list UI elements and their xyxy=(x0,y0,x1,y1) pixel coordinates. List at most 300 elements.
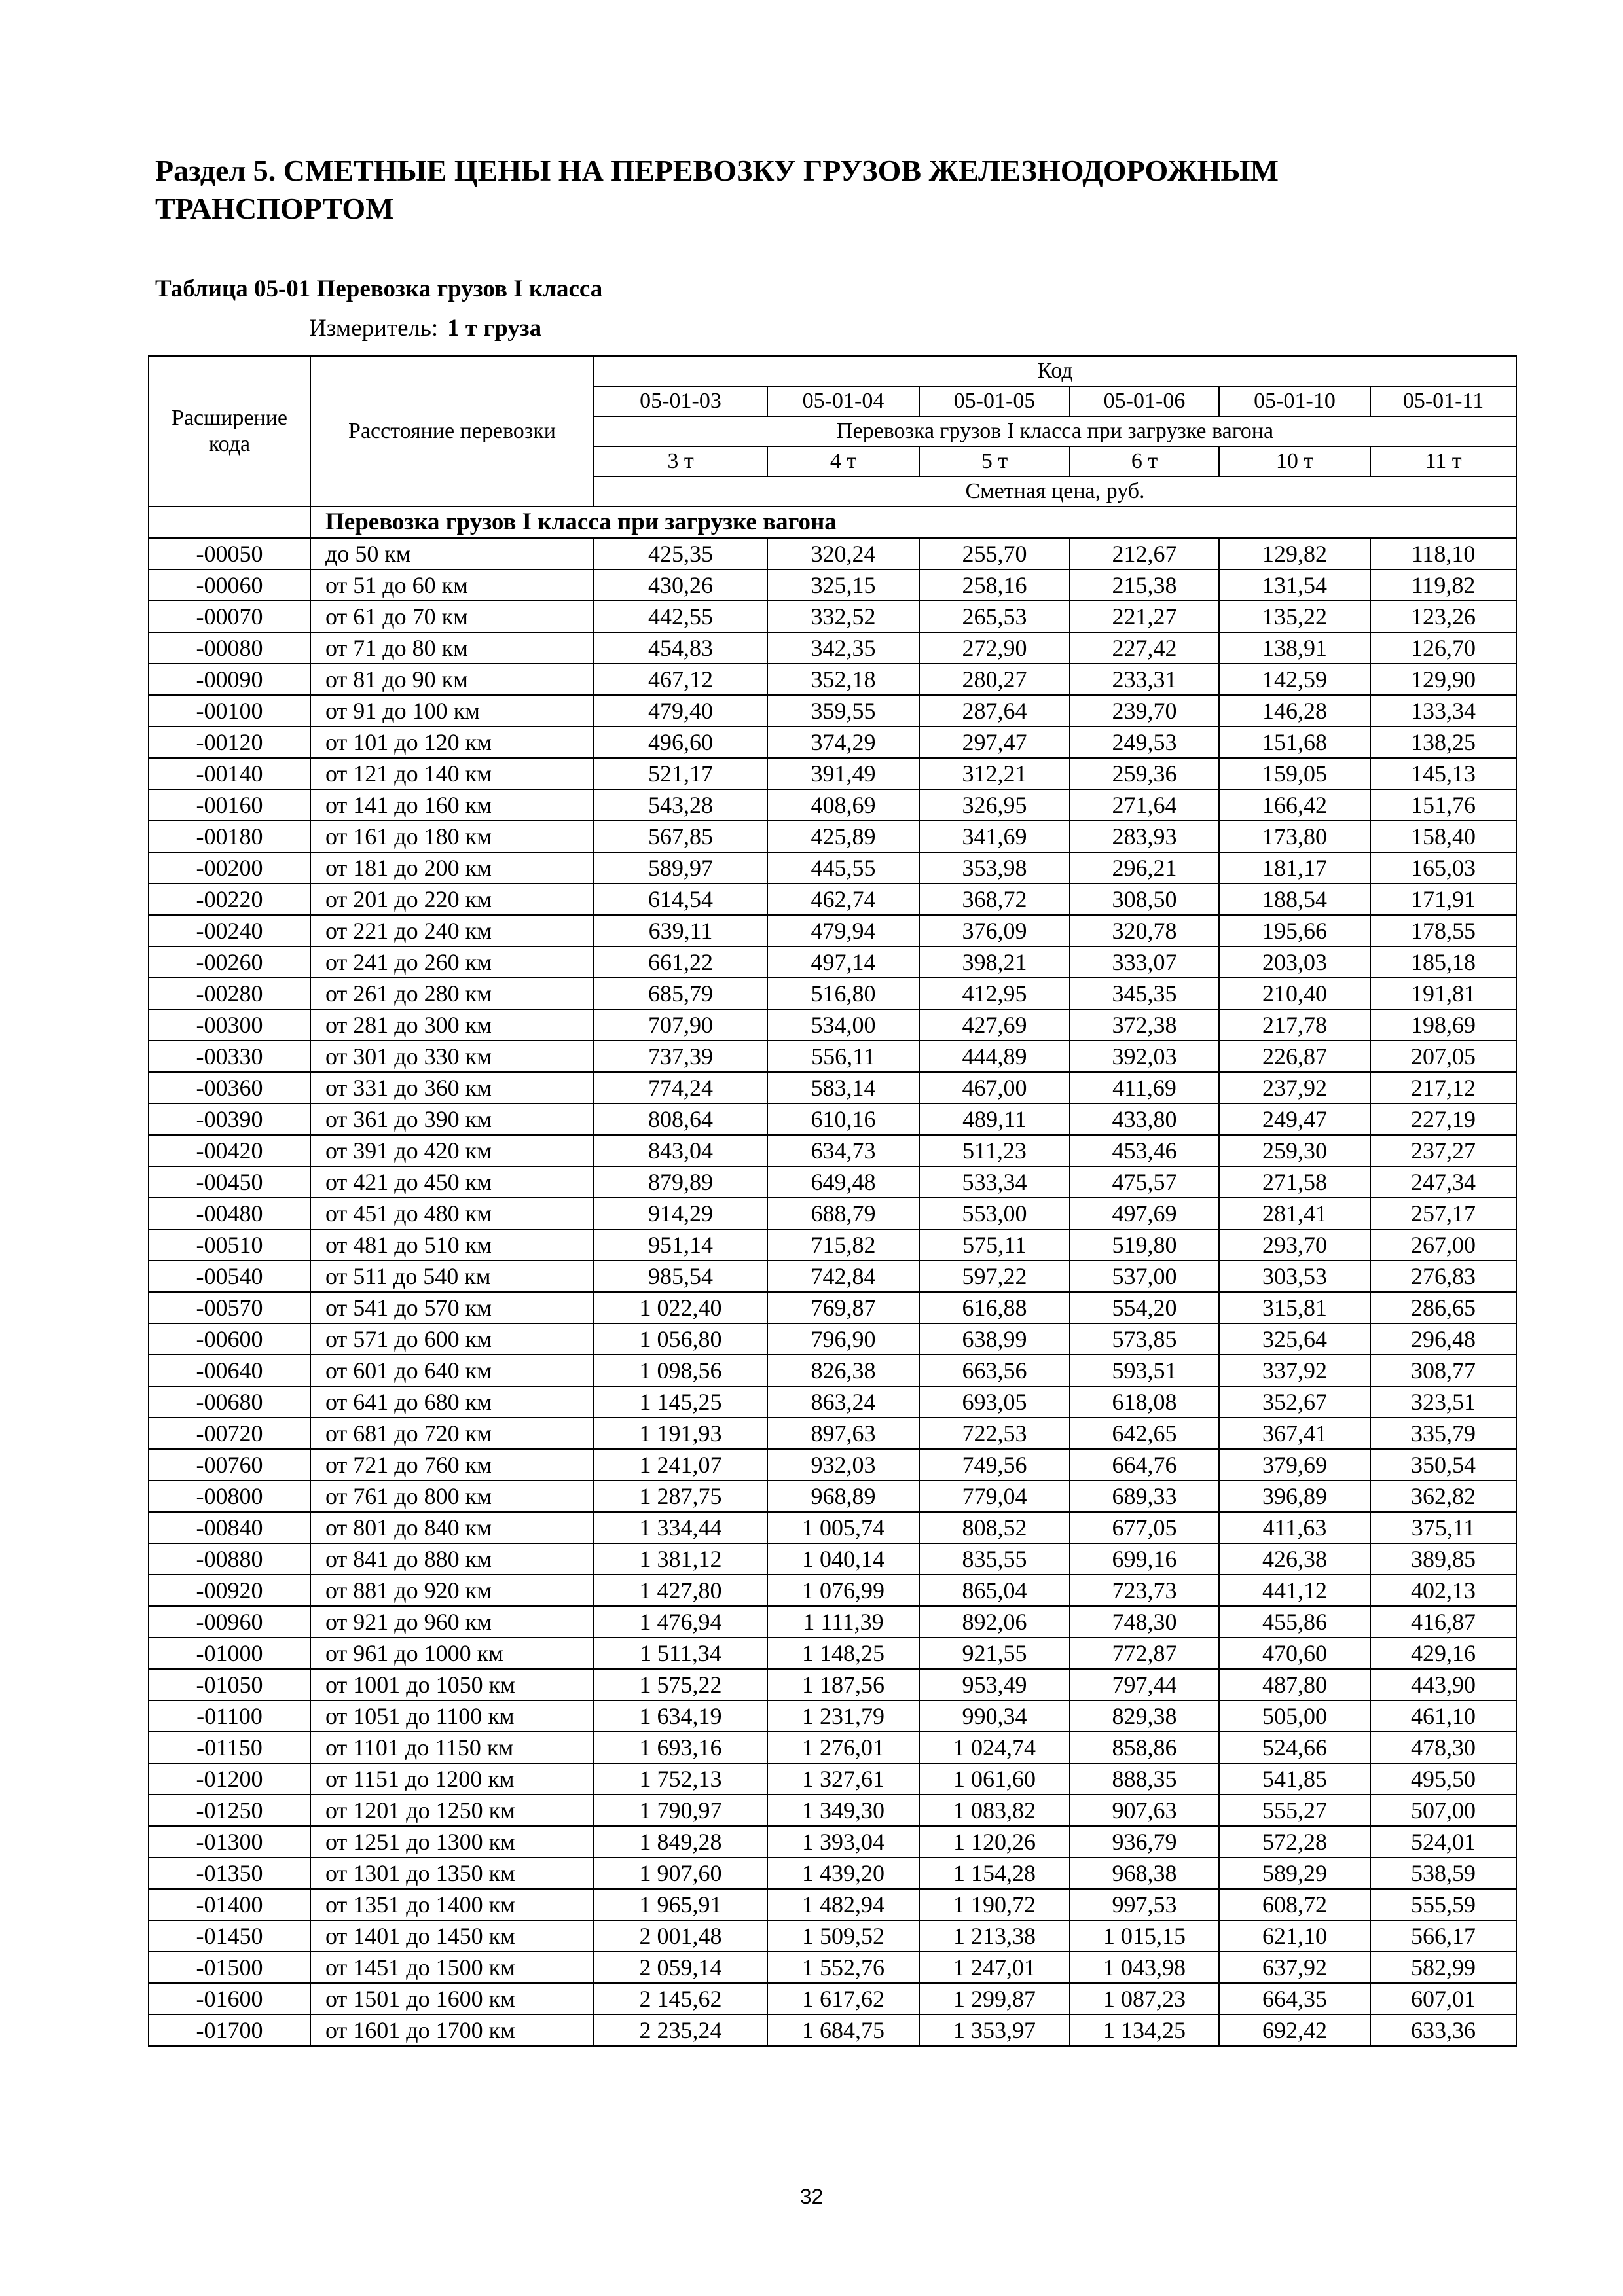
table-row xyxy=(149,601,1516,632)
distance-cell: от 1151 до 1200 км xyxy=(310,1763,594,1795)
price-cell: 259,36 xyxy=(1070,758,1219,789)
table-row xyxy=(149,1543,1516,1575)
price-cell: 1 617,62 xyxy=(767,1983,919,2015)
price-cell: 1 022,40 xyxy=(594,1292,767,1323)
ext-code-cell: -00510 xyxy=(149,1229,310,1261)
price-cell: 1 427,80 xyxy=(594,1575,767,1606)
price-cell: 489,11 xyxy=(919,1103,1070,1135)
table-row xyxy=(149,946,1516,978)
table-row xyxy=(149,538,1516,569)
ext-code-cell: -00570 xyxy=(149,1292,310,1323)
table-row xyxy=(149,1009,1516,1041)
price-cell: 796,90 xyxy=(767,1323,919,1355)
price-cell: 247,34 xyxy=(1370,1166,1516,1198)
price-cell: 441,12 xyxy=(1219,1575,1370,1606)
price-cell: 293,70 xyxy=(1219,1229,1370,1261)
price-cell: 249,53 xyxy=(1070,726,1219,758)
price-cell: 487,80 xyxy=(1219,1669,1370,1700)
ext-code-cell: -01150 xyxy=(149,1732,310,1763)
price-cell: 255,70 xyxy=(919,538,1070,569)
price-cell: 267,00 xyxy=(1370,1229,1516,1261)
price-cell: 1 393,04 xyxy=(767,1826,919,1857)
price-cell: 1 213,38 xyxy=(919,1920,1070,1952)
distance-cell: от 1001 до 1050 км xyxy=(310,1669,594,1700)
price-cell: 582,99 xyxy=(1370,1952,1516,1983)
table-row xyxy=(149,758,1516,789)
price-cell: 129,90 xyxy=(1370,664,1516,695)
price-cell: 286,65 xyxy=(1370,1292,1516,1323)
price-cell: 265,53 xyxy=(919,601,1070,632)
header-ext-code: Расширение кода xyxy=(149,356,310,507)
header-load-cell: 10 т xyxy=(1219,446,1370,476)
price-cell: 692,42 xyxy=(1219,2015,1370,2046)
table-row xyxy=(149,1889,1516,1920)
price-cell: 1 098,56 xyxy=(594,1355,767,1386)
price-cell: 455,86 xyxy=(1219,1606,1370,1638)
price-cell: 312,21 xyxy=(919,758,1070,789)
price-cell: 341,69 xyxy=(919,821,1070,852)
price-cell: 495,50 xyxy=(1370,1763,1516,1795)
price-cell: 203,03 xyxy=(1219,946,1370,978)
distance-cell: от 201 до 220 км xyxy=(310,884,594,915)
price-cell: 737,39 xyxy=(594,1041,767,1072)
price-cell: 689,33 xyxy=(1070,1480,1219,1512)
table-row xyxy=(149,1857,1516,1889)
price-cell: 1 381,12 xyxy=(594,1543,767,1575)
price-cell: 462,74 xyxy=(767,884,919,915)
distance-cell: от 571 до 600 км xyxy=(310,1323,594,1355)
distance-cell: от 221 до 240 км xyxy=(310,915,594,946)
price-cell: 337,92 xyxy=(1219,1355,1370,1386)
price-cell: 478,30 xyxy=(1370,1732,1516,1763)
price-cell: 537,00 xyxy=(1070,1261,1219,1292)
price-cell: 237,27 xyxy=(1370,1135,1516,1166)
ext-code-cell: -00330 xyxy=(149,1041,310,1072)
table-row xyxy=(149,1480,1516,1512)
ext-code-cell: -00480 xyxy=(149,1198,310,1229)
price-cell: 444,89 xyxy=(919,1041,1070,1072)
price-cell: 1 190,72 xyxy=(919,1889,1070,1920)
price-cell: 1 087,23 xyxy=(1070,1983,1219,2015)
ext-code-cell: -00240 xyxy=(149,915,310,946)
price-cell: 524,66 xyxy=(1219,1732,1370,1763)
ext-code-cell: -00840 xyxy=(149,1512,310,1543)
price-cell: 863,24 xyxy=(767,1386,919,1418)
price-cell: 308,77 xyxy=(1370,1355,1516,1386)
ext-code-cell: -00600 xyxy=(149,1323,310,1355)
ext-code-cell: -00720 xyxy=(149,1418,310,1449)
price-cell: 443,90 xyxy=(1370,1669,1516,1700)
price-cell: 1 299,87 xyxy=(919,1983,1070,2015)
header-load-cell: 6 т xyxy=(1070,446,1219,476)
price-cell: 826,38 xyxy=(767,1355,919,1386)
header-code-cell: 05-01-06 xyxy=(1070,386,1219,416)
price-cell: 921,55 xyxy=(919,1638,1070,1669)
price-cell: 237,92 xyxy=(1219,1072,1370,1103)
price-cell: 573,85 xyxy=(1070,1323,1219,1355)
price-cell: 1 334,44 xyxy=(594,1512,767,1543)
price-cell: 538,59 xyxy=(1370,1857,1516,1889)
section-row xyxy=(149,507,1516,538)
price-cell: 259,30 xyxy=(1219,1135,1370,1166)
price-cell: 359,55 xyxy=(767,695,919,726)
measure-line xyxy=(309,314,541,343)
table-row xyxy=(149,1732,1516,1763)
header-distance: Расстояние перевозки xyxy=(310,356,594,507)
table-row xyxy=(149,1763,1516,1795)
price-cell: 614,54 xyxy=(594,884,767,915)
price-cell: 1 693,16 xyxy=(594,1732,767,1763)
price-cell: 333,07 xyxy=(1070,946,1219,978)
price-cell: 1 148,25 xyxy=(767,1638,919,1669)
price-cell: 1 145,25 xyxy=(594,1386,767,1418)
price-cell: 178,55 xyxy=(1370,915,1516,946)
price-cell: 1 327,61 xyxy=(767,1763,919,1795)
price-cell: 497,69 xyxy=(1070,1198,1219,1229)
distance-cell: от 61 до 70 км xyxy=(310,601,594,632)
price-cell: 479,40 xyxy=(594,695,767,726)
price-cell: 797,44 xyxy=(1070,1669,1219,1700)
price-cell: 2 059,14 xyxy=(594,1952,767,1983)
price-cell: 470,60 xyxy=(1219,1638,1370,1669)
price-cell: 454,83 xyxy=(594,632,767,664)
price-cell: 352,18 xyxy=(767,664,919,695)
price-cell: 135,22 xyxy=(1219,601,1370,632)
price-cell: 639,11 xyxy=(594,915,767,946)
table-row xyxy=(149,1166,1516,1198)
price-cell: 411,69 xyxy=(1070,1072,1219,1103)
price-cell: 2 235,24 xyxy=(594,2015,767,2046)
price-cell: 138,91 xyxy=(1219,632,1370,664)
header-price-label: Сметная цена, руб. xyxy=(594,476,1516,507)
price-cell: 1 231,79 xyxy=(767,1700,919,1732)
price-cell: 649,48 xyxy=(767,1166,919,1198)
header-code-cell: 05-01-11 xyxy=(1370,386,1516,416)
table-row xyxy=(149,1512,1516,1543)
price-cell: 1 907,60 xyxy=(594,1857,767,1889)
price-cell: 723,73 xyxy=(1070,1575,1219,1606)
price-cell: 1 790,97 xyxy=(594,1795,767,1826)
price-cell: 2 145,62 xyxy=(594,1983,767,2015)
price-cell: 151,68 xyxy=(1219,726,1370,758)
price-cell: 1 120,26 xyxy=(919,1826,1070,1857)
price-cell: 352,67 xyxy=(1219,1386,1370,1418)
price-cell: 442,55 xyxy=(594,601,767,632)
ext-code-cell: -00090 xyxy=(149,664,310,695)
price-cell: 283,93 xyxy=(1070,821,1219,852)
price-cell: 1 752,13 xyxy=(594,1763,767,1795)
price-cell: 281,41 xyxy=(1219,1198,1370,1229)
table-row xyxy=(149,1575,1516,1606)
price-cell: 1 061,60 xyxy=(919,1763,1070,1795)
price-cell: 1 684,75 xyxy=(767,2015,919,2046)
ext-code-cell: -00680 xyxy=(149,1386,310,1418)
price-cell: 892,06 xyxy=(919,1606,1070,1638)
price-cell: 608,72 xyxy=(1219,1889,1370,1920)
header-code-cell: 05-01-10 xyxy=(1219,386,1370,416)
distance-cell: от 641 до 680 км xyxy=(310,1386,594,1418)
price-cell: 158,40 xyxy=(1370,821,1516,852)
price-cell: 412,95 xyxy=(919,978,1070,1009)
price-cell: 507,00 xyxy=(1370,1795,1516,1826)
price-cell: 685,79 xyxy=(594,978,767,1009)
table-row xyxy=(149,821,1516,852)
price-cell: 467,00 xyxy=(919,1072,1070,1103)
distance-cell: от 801 до 840 км xyxy=(310,1512,594,1543)
price-cell: 303,53 xyxy=(1219,1261,1370,1292)
price-cell: 693,05 xyxy=(919,1386,1070,1418)
price-cell: 433,80 xyxy=(1070,1103,1219,1135)
table-row xyxy=(149,1826,1516,1857)
ext-code-cell: -00140 xyxy=(149,758,310,789)
price-cell: 748,30 xyxy=(1070,1606,1219,1638)
price-cell: 379,69 xyxy=(1219,1449,1370,1480)
header-load-title: Перевозка грузов I класса при загрузке вагона xyxy=(594,416,1516,446)
price-cell: 453,46 xyxy=(1070,1135,1219,1166)
price-cell: 865,04 xyxy=(919,1575,1070,1606)
price-cell: 1 024,74 xyxy=(919,1732,1070,1763)
price-cell: 118,10 xyxy=(1370,538,1516,569)
table-row xyxy=(149,726,1516,758)
price-cell: 907,63 xyxy=(1070,1795,1219,1826)
distance-cell: от 1451 до 1500 км xyxy=(310,1952,594,1983)
price-cell: 1 439,20 xyxy=(767,1857,919,1889)
price-cell: 516,80 xyxy=(767,978,919,1009)
table-row xyxy=(149,978,1516,1009)
distance-cell: от 761 до 800 км xyxy=(310,1480,594,1512)
price-cell: 173,80 xyxy=(1219,821,1370,852)
price-cell: 325,64 xyxy=(1219,1323,1370,1355)
price-cell: 198,69 xyxy=(1370,1009,1516,1041)
price-cell: 217,12 xyxy=(1370,1072,1516,1103)
price-cell: 555,59 xyxy=(1370,1889,1516,1920)
table-row xyxy=(149,1323,1516,1355)
price-cell: 633,36 xyxy=(1370,2015,1516,2046)
table-row xyxy=(149,1669,1516,1700)
price-cell: 1 056,80 xyxy=(594,1323,767,1355)
price-cell: 159,05 xyxy=(1219,758,1370,789)
table-row xyxy=(149,1072,1516,1103)
table-row xyxy=(149,852,1516,884)
price-cell: 1 552,76 xyxy=(767,1952,919,1983)
price-cell: 429,16 xyxy=(1370,1638,1516,1669)
price-cell: 554,20 xyxy=(1070,1292,1219,1323)
price-cell: 227,42 xyxy=(1070,632,1219,664)
ext-code-cell: -00220 xyxy=(149,884,310,915)
price-cell: 621,10 xyxy=(1219,1920,1370,1952)
price-cell: 707,90 xyxy=(594,1009,767,1041)
ext-code-cell: -00920 xyxy=(149,1575,310,1606)
price-cell: 936,79 xyxy=(1070,1826,1219,1857)
price-cell: 722,53 xyxy=(919,1418,1070,1449)
table-row xyxy=(149,884,1516,915)
ext-code-cell: -00640 xyxy=(149,1355,310,1386)
distance-cell: от 511 до 540 км xyxy=(310,1261,594,1292)
price-cell: 217,78 xyxy=(1219,1009,1370,1041)
price-cell: 1 076,99 xyxy=(767,1575,919,1606)
distance-cell: от 451 до 480 км xyxy=(310,1198,594,1229)
price-cell: 808,52 xyxy=(919,1512,1070,1543)
price-cell: 583,14 xyxy=(767,1072,919,1103)
ext-code-cell: -00120 xyxy=(149,726,310,758)
price-cell: 1 349,30 xyxy=(767,1795,919,1826)
price-cell: 543,28 xyxy=(594,789,767,821)
price-cell: 997,53 xyxy=(1070,1889,1219,1920)
distance-cell: от 1101 до 1150 км xyxy=(310,1732,594,1763)
price-cell: 210,40 xyxy=(1219,978,1370,1009)
distance-cell: от 1401 до 1450 км xyxy=(310,1920,594,1952)
ext-code-cell: -00060 xyxy=(149,569,310,601)
price-cell: 227,19 xyxy=(1370,1103,1516,1135)
price-cell: 215,38 xyxy=(1070,569,1219,601)
price-cell: 985,54 xyxy=(594,1261,767,1292)
price-cell: 663,56 xyxy=(919,1355,1070,1386)
price-cell: 638,99 xyxy=(919,1323,1070,1355)
distance-cell: от 1251 до 1300 км xyxy=(310,1826,594,1857)
price-cell: 320,24 xyxy=(767,538,919,569)
distance-cell: от 51 до 60 км xyxy=(310,569,594,601)
price-cell: 618,08 xyxy=(1070,1386,1219,1418)
ext-code-cell: -00420 xyxy=(149,1135,310,1166)
price-cell: 932,03 xyxy=(767,1449,919,1480)
price-cell: 779,04 xyxy=(919,1480,1070,1512)
price-cell: 953,49 xyxy=(919,1669,1070,1700)
distance-cell: от 481 до 510 км xyxy=(310,1229,594,1261)
ext-code-cell: -01100 xyxy=(149,1700,310,1732)
price-cell: 858,86 xyxy=(1070,1732,1219,1763)
price-cell: 320,78 xyxy=(1070,915,1219,946)
price-cell: 1 353,97 xyxy=(919,2015,1070,2046)
table-row xyxy=(149,1103,1516,1135)
header-load-cell: 3 т xyxy=(594,446,767,476)
price-cell: 226,87 xyxy=(1219,1041,1370,1072)
distance-cell: от 961 до 1000 км xyxy=(310,1638,594,1669)
distance-cell: от 1601 до 1700 км xyxy=(310,2015,594,2046)
price-cell: 1 509,52 xyxy=(767,1920,919,1952)
table-row xyxy=(149,1449,1516,1480)
price-cell: 533,34 xyxy=(919,1166,1070,1198)
ext-code-cell: -00180 xyxy=(149,821,310,852)
table-row xyxy=(149,1292,1516,1323)
price-cell: 374,29 xyxy=(767,726,919,758)
price-cell: 165,03 xyxy=(1370,852,1516,884)
price-cell: 1 015,15 xyxy=(1070,1920,1219,1952)
price-cell: 207,05 xyxy=(1370,1041,1516,1072)
ext-code-cell: -01200 xyxy=(149,1763,310,1795)
price-cell: 416,87 xyxy=(1370,1606,1516,1638)
price-cell: 534,00 xyxy=(767,1009,919,1041)
price-cell: 391,49 xyxy=(767,758,919,789)
price-cell: 119,82 xyxy=(1370,569,1516,601)
price-cell: 345,35 xyxy=(1070,978,1219,1009)
price-cell: 308,50 xyxy=(1070,884,1219,915)
price-cell: 138,25 xyxy=(1370,726,1516,758)
price-cell: 555,27 xyxy=(1219,1795,1370,1826)
ext-code-cell: -00450 xyxy=(149,1166,310,1198)
distance-cell: от 721 до 760 км xyxy=(310,1449,594,1480)
price-cell: 126,70 xyxy=(1370,632,1516,664)
header-code: Код xyxy=(594,356,1516,386)
ext-code-cell: -00300 xyxy=(149,1009,310,1041)
price-cell: 496,60 xyxy=(594,726,767,758)
distance-cell: от 881 до 920 км xyxy=(310,1575,594,1606)
price-cell: 392,03 xyxy=(1070,1041,1219,1072)
table-body xyxy=(149,507,1516,2046)
table-row xyxy=(149,1638,1516,1669)
ext-code-cell: -00390 xyxy=(149,1103,310,1135)
distance-cell: от 331 до 360 км xyxy=(310,1072,594,1103)
measure-value: 1 т груза xyxy=(447,315,542,342)
table-row xyxy=(149,1700,1516,1732)
ext-code-cell: -00280 xyxy=(149,978,310,1009)
price-cell: 642,65 xyxy=(1070,1418,1219,1449)
price-cell: 430,26 xyxy=(594,569,767,601)
price-cell: 475,57 xyxy=(1070,1166,1219,1198)
price-cell: 589,97 xyxy=(594,852,767,884)
price-cell: 572,28 xyxy=(1219,1826,1370,1857)
price-cell: 749,56 xyxy=(919,1449,1070,1480)
price-cell: 1 134,25 xyxy=(1070,2015,1219,2046)
table-row xyxy=(149,569,1516,601)
table-header xyxy=(149,356,1516,507)
price-cell: 1 241,07 xyxy=(594,1449,767,1480)
page-number: 32 xyxy=(799,2185,824,2208)
price-cell: 376,09 xyxy=(919,915,1070,946)
price-cell: 146,28 xyxy=(1219,695,1370,726)
ext-code-cell: -00800 xyxy=(149,1480,310,1512)
price-cell: 195,66 xyxy=(1219,915,1370,946)
price-cell: 593,51 xyxy=(1070,1355,1219,1386)
price-cell: 524,01 xyxy=(1370,1826,1516,1857)
price-cell: 389,85 xyxy=(1370,1543,1516,1575)
header-load-cell: 4 т xyxy=(767,446,919,476)
table-row xyxy=(149,1386,1516,1418)
price-cell: 323,51 xyxy=(1370,1386,1516,1418)
price-cell: 541,85 xyxy=(1219,1763,1370,1795)
price-cell: 715,82 xyxy=(767,1229,919,1261)
price-cell: 575,11 xyxy=(919,1229,1070,1261)
table-row xyxy=(149,664,1516,695)
table-row xyxy=(149,1355,1516,1386)
distance-cell: от 1301 до 1350 км xyxy=(310,1857,594,1889)
ext-code-cell: -00540 xyxy=(149,1261,310,1292)
price-cell: 1 965,91 xyxy=(594,1889,767,1920)
price-cell: 505,00 xyxy=(1219,1700,1370,1732)
price-cell: 297,47 xyxy=(919,726,1070,758)
price-cell: 350,54 xyxy=(1370,1449,1516,1480)
header-code-cell: 05-01-04 xyxy=(767,386,919,416)
price-cell: 879,89 xyxy=(594,1166,767,1198)
price-cell: 769,87 xyxy=(767,1292,919,1323)
table-row xyxy=(149,2015,1516,2046)
price-cell: 425,35 xyxy=(594,538,767,569)
price-cell: 342,35 xyxy=(767,632,919,664)
price-cell: 332,52 xyxy=(767,601,919,632)
price-cell: 287,64 xyxy=(919,695,1070,726)
price-cell: 699,16 xyxy=(1070,1543,1219,1575)
distance-cell: от 241 до 260 км xyxy=(310,946,594,978)
price-cell: 553,00 xyxy=(919,1198,1070,1229)
price-cell: 688,79 xyxy=(767,1198,919,1229)
price-cell: 521,17 xyxy=(594,758,767,789)
table-row xyxy=(149,1418,1516,1449)
price-cell: 914,29 xyxy=(594,1198,767,1229)
table-row xyxy=(149,632,1516,664)
price-cell: 258,16 xyxy=(919,569,1070,601)
price-cell: 249,47 xyxy=(1219,1103,1370,1135)
price-cell: 191,81 xyxy=(1370,978,1516,1009)
price-cell: 951,14 xyxy=(594,1229,767,1261)
